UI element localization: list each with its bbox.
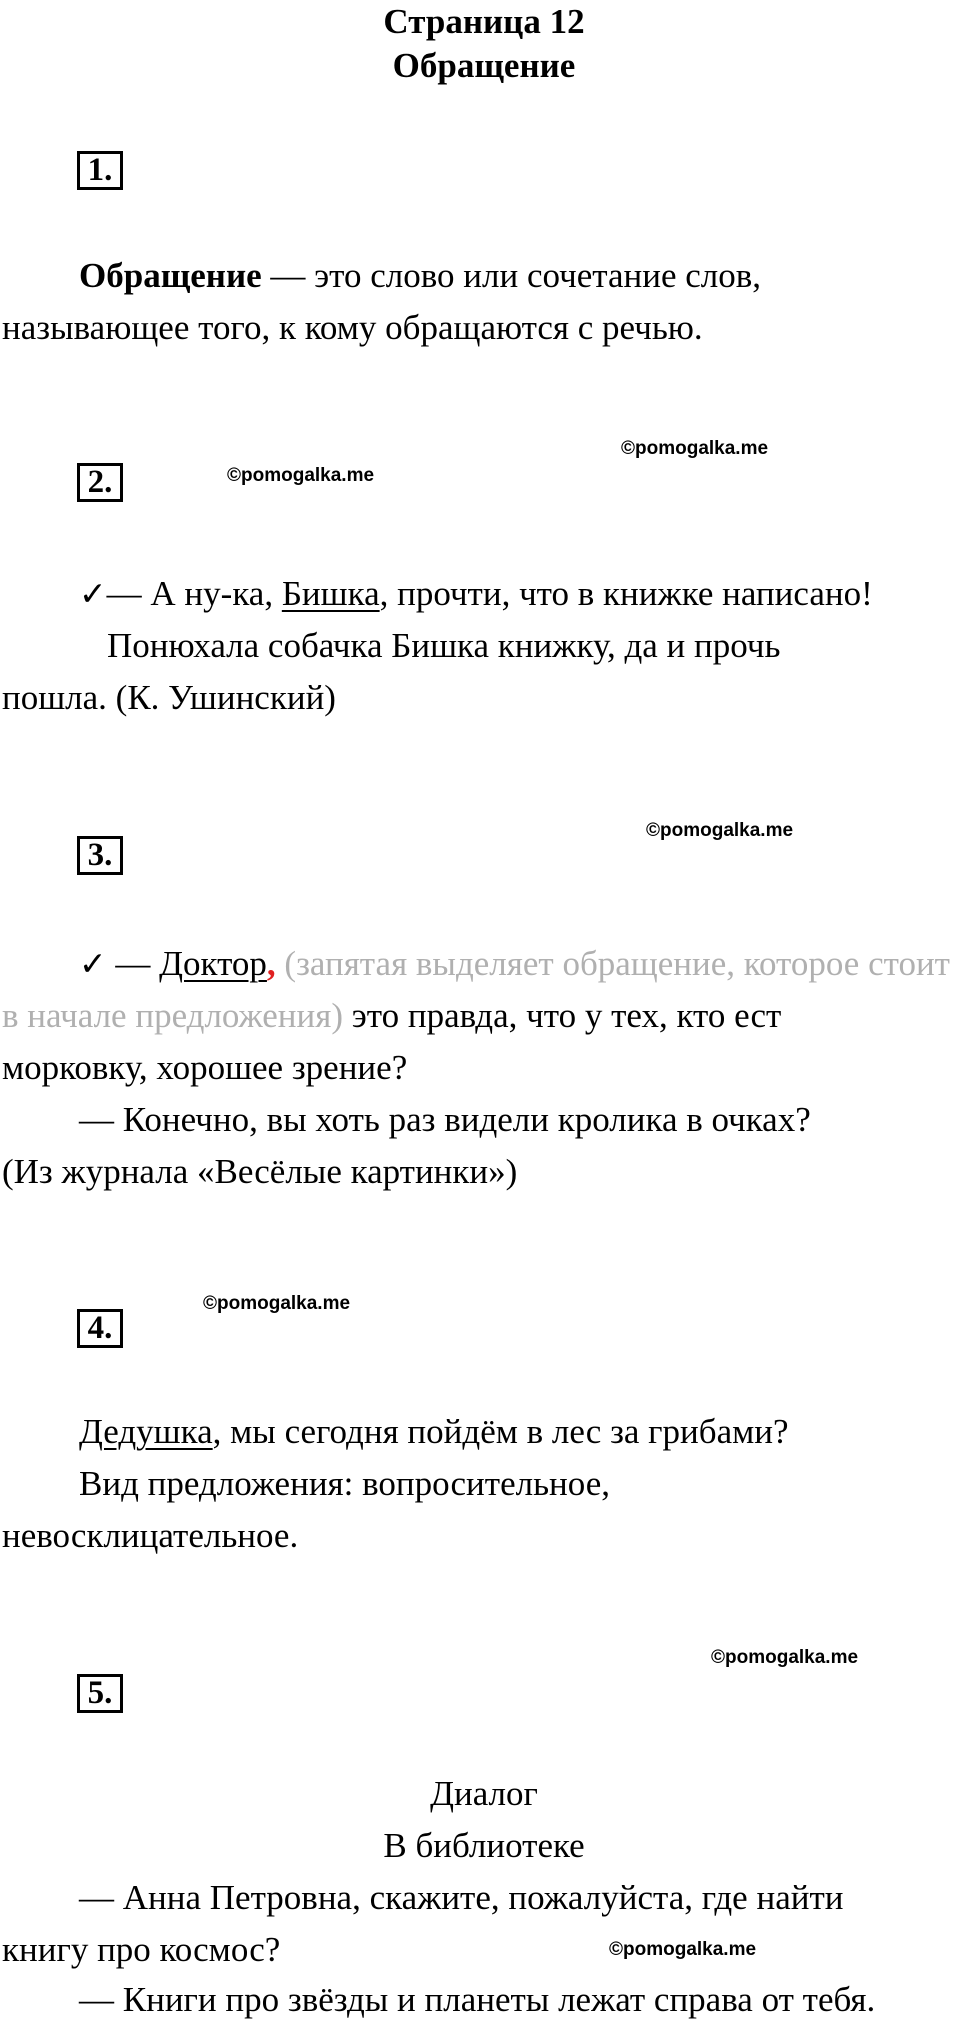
dialogue-line-4: — Конечно, вы хоть раз видели кролика в очках? bbox=[79, 1100, 811, 1139]
address-underlined: Доктор bbox=[159, 944, 267, 983]
task-number-box: 4. bbox=[77, 1309, 123, 1348]
quote-line-3: пошла. (К. Ушинский) bbox=[2, 678, 336, 717]
dialogue-line-3: морковку, хорошее зрение? bbox=[2, 1048, 408, 1087]
quote-text: — А ну-ка, bbox=[106, 574, 282, 613]
quote-line bbox=[79, 572, 873, 616]
watermark: ©pomogalka.me bbox=[711, 1647, 859, 1668]
grey-note: (запятая выделяет обращение, которое стоит bbox=[275, 944, 950, 983]
address-underlined: Бишка bbox=[281, 574, 380, 613]
watermark: ©pomogalka.me bbox=[646, 820, 794, 841]
dialogue-line bbox=[79, 942, 950, 986]
checkmark-icon: ✓ bbox=[79, 944, 107, 983]
checkmark-icon: ✓ bbox=[79, 574, 107, 613]
dialogue-line-2: книгу про космос? bbox=[2, 1930, 281, 1969]
sentence-text: , мы сегодня пойдём в лес за грибами? bbox=[212, 1412, 789, 1451]
definition-text: — это слово или сочетание слов, bbox=[261, 256, 762, 295]
quote-text: , прочти, что в книжке написано! bbox=[379, 574, 873, 613]
task-number-box: 1. bbox=[77, 151, 123, 190]
watermark: ©pomogalka.me bbox=[227, 465, 375, 486]
task-number-box: 3. bbox=[77, 836, 123, 875]
sentence-line bbox=[79, 1410, 789, 1454]
page-topic-title: Обращение bbox=[392, 46, 576, 85]
dialogue-line-2 bbox=[2, 994, 781, 1038]
dialogue-line-3: — Книги про звёзды и планеты лежат справа от тебя. bbox=[79, 1980, 876, 2019]
watermark: ©pomogalka.me bbox=[621, 438, 769, 459]
page-number-title: Страница 12 bbox=[383, 2, 585, 41]
definition-line bbox=[79, 254, 761, 298]
watermark: ©pomogalka.me bbox=[203, 1293, 351, 1314]
term-bold: Обращение bbox=[79, 256, 262, 295]
dialogue-title: Диалог bbox=[430, 1774, 538, 1813]
grey-note: в начале предложения) bbox=[2, 996, 344, 1035]
dialogue-subtitle: В библиотеке bbox=[383, 1826, 585, 1865]
dialogue-dash: — bbox=[106, 944, 160, 983]
red-comma: , bbox=[266, 944, 276, 983]
quote-line-2: Понюхала собачка Бишка книжку, да и прочь bbox=[107, 626, 781, 665]
dialogue-line: — Анна Петровна, скажите, пожалуйста, где найти bbox=[79, 1878, 844, 1917]
sentence-type-line: Вид предложения: вопросительное, bbox=[79, 1464, 610, 1503]
task-number-box: 2. bbox=[77, 463, 123, 502]
watermark: ©pomogalka.me bbox=[609, 1939, 757, 1960]
address-underlined: Дедушка bbox=[79, 1412, 213, 1451]
dialogue-text: это правда, что у тех, кто ест bbox=[343, 996, 782, 1035]
definition-line-2: называющее того, к кому обращаются с речью. bbox=[2, 308, 703, 347]
source-line: (Из журнала «Весёлые картинки») bbox=[2, 1152, 518, 1191]
sentence-type-line-2: невосклицательное. bbox=[2, 1516, 299, 1555]
task-number-box: 5. bbox=[77, 1674, 123, 1713]
